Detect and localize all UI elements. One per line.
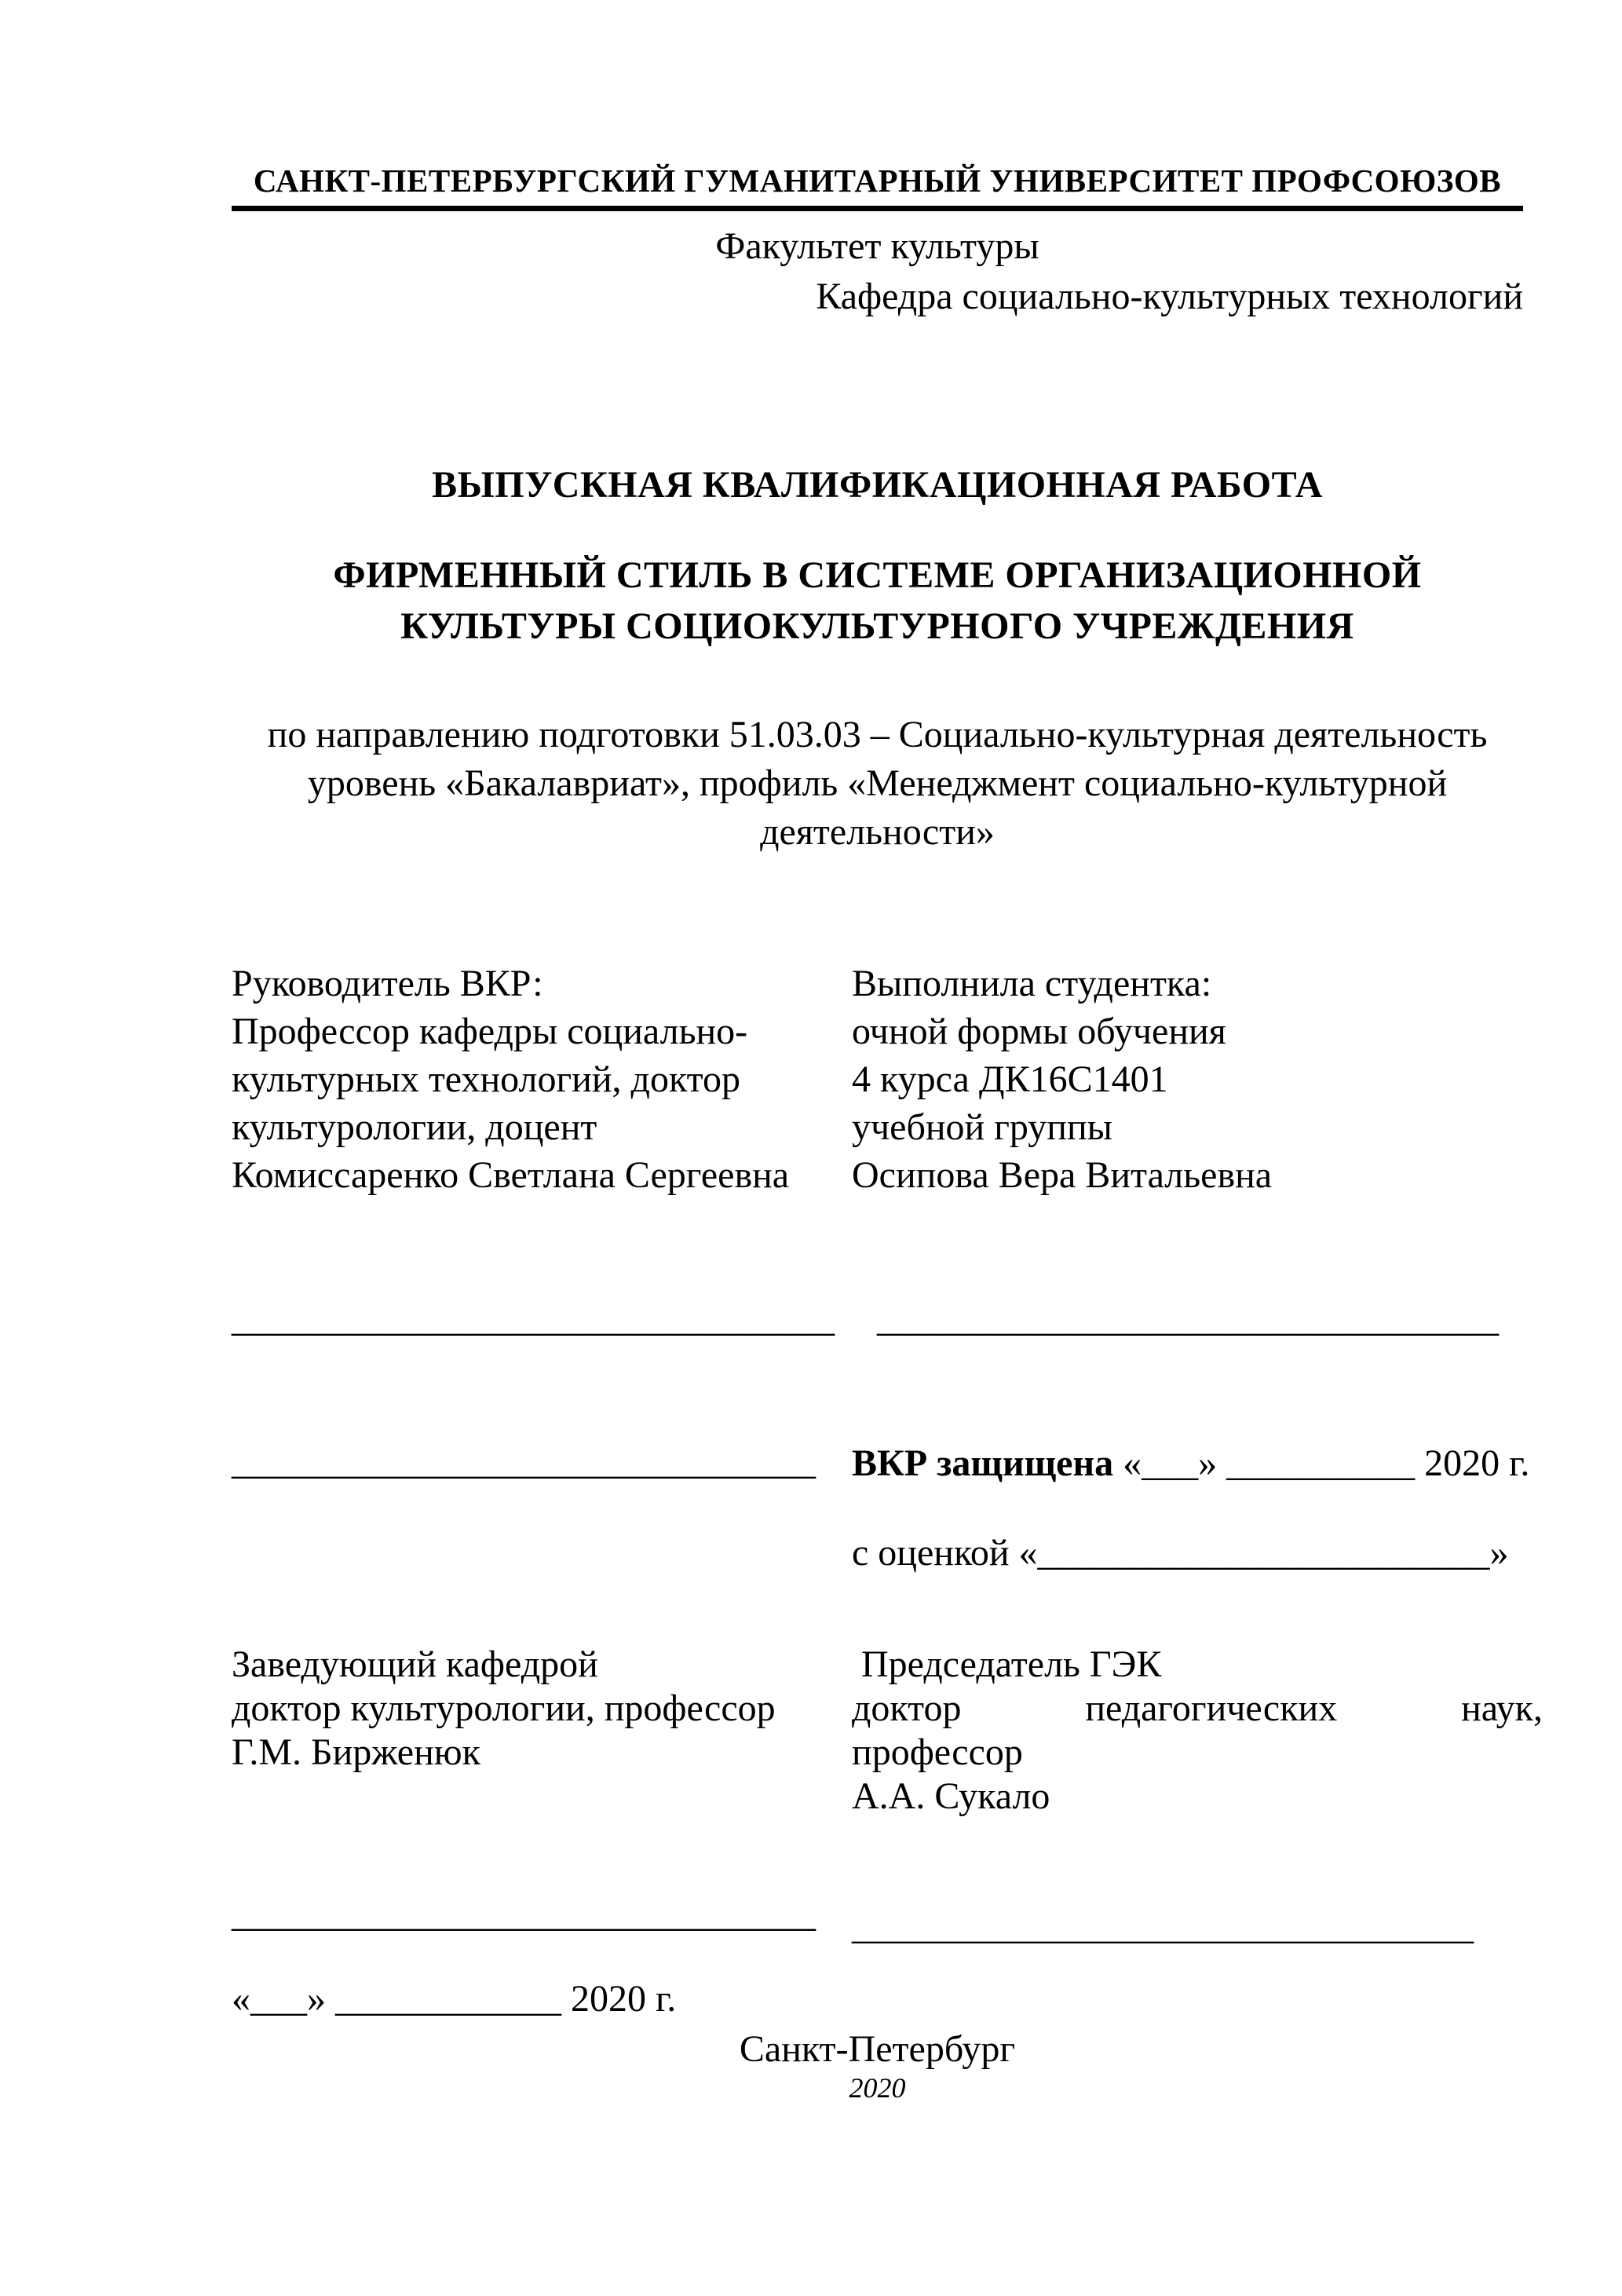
header-rule bbox=[232, 206, 1523, 211]
supervisor-line: Профессор кафедры социально- bbox=[232, 1011, 748, 1052]
supervisor-line: культурных технологий, доктор bbox=[232, 1058, 740, 1100]
thesis-title-line1: ФИРМЕННЫЙ СТИЛЬ В СИСТЕМЕ ОРГАНИЗАЦИОННОЙ bbox=[333, 554, 1422, 596]
head-signature-line: _______________________________ bbox=[232, 1893, 816, 1935]
student-name: Осипова Вера Витальевна bbox=[852, 1154, 1273, 1196]
gek-chair-degree bbox=[852, 1687, 1543, 1731]
student-signature-line: _________________________________ bbox=[877, 1298, 1499, 1340]
supervisor-label: Руководитель ВКР: bbox=[232, 963, 543, 1004]
head-name: Г.М. Бирженюк bbox=[232, 1731, 480, 1773]
defended-date-blank: «___» __________ 2020 г. bbox=[1113, 1442, 1530, 1484]
head-degree: доктор культурологии, профессор bbox=[232, 1687, 776, 1729]
student-line: 4 курса ДК16С1401 bbox=[852, 1058, 1168, 1100]
city-name: Санкт-Петербург bbox=[739, 2028, 1016, 2070]
student-label: Выполнила студентка: bbox=[852, 963, 1212, 1004]
supervisor-line: культурологии, доцент bbox=[232, 1106, 597, 1148]
work-type-title: ВЫПУСКНАЯ КВАЛИФИКАЦИОННАЯ РАБОТА bbox=[432, 464, 1323, 506]
department-name: Кафедра социально-культурных технологий bbox=[816, 276, 1523, 317]
supervisor-name: Комиссаренко Светлана Сергеевна bbox=[232, 1154, 790, 1196]
date-blank-line: «___» ____________ 2020 г. bbox=[232, 1978, 677, 2020]
thesis-title-line2: КУЛЬТУРЫ СОЦИОКУЛЬТУРНОГО УЧРЕЖДЕНИЯ bbox=[400, 605, 1354, 647]
gek-chair-block bbox=[852, 1643, 1543, 1819]
gek-degree-word: доктор bbox=[852, 1687, 962, 1729]
gek-degree-word: наук, bbox=[1461, 1687, 1543, 1729]
gek-degree-word: педагогических bbox=[1085, 1687, 1338, 1729]
head-of-department-block bbox=[232, 1643, 860, 1775]
second-signature-line: _______________________________ bbox=[232, 1441, 816, 1483]
supervisor-signature-line: ________________________________ bbox=[232, 1298, 835, 1340]
gek-chair-degree-line2: профессор bbox=[852, 1731, 1023, 1773]
gek-chair-name: А.А. Сукало bbox=[852, 1775, 1050, 1817]
chair-signature-line: _________________________________ bbox=[852, 1906, 1474, 1947]
student-line: учебной группы bbox=[852, 1106, 1112, 1148]
grade-line: с оценкой «________________________» bbox=[852, 1532, 1509, 1574]
program-direction: по направлению подготовки 51.03.03 – Социально-культурная деятельность bbox=[267, 714, 1488, 755]
thesis-title bbox=[232, 550, 1523, 652]
head-label: Заведующий кафедрой bbox=[232, 1643, 598, 1685]
program-level-cont: деятельности» bbox=[760, 811, 995, 853]
year-label: 2020 bbox=[849, 2072, 906, 2104]
supervisor-block bbox=[232, 960, 860, 1199]
program-level: уровень «Бакалавриат», профиль «Менеджмент социально-культурной bbox=[307, 762, 1448, 804]
defended-label: ВКР защищена bbox=[852, 1442, 1114, 1484]
gek-chair-label: Председатель ГЭК bbox=[861, 1643, 1162, 1685]
university-name: САНКТ-ПЕТЕРБУРГСКИЙ ГУМАНИТАРНЫЙ УНИВЕРСИТЕТ ПРОФСОЮЗОВ bbox=[253, 163, 1502, 199]
faculty-name: Факультет культуры bbox=[715, 225, 1039, 267]
student-line: очной формы обучения bbox=[852, 1011, 1226, 1052]
student-block bbox=[852, 960, 1543, 1199]
program-info bbox=[232, 711, 1523, 857]
defended-line bbox=[852, 1442, 1529, 1485]
